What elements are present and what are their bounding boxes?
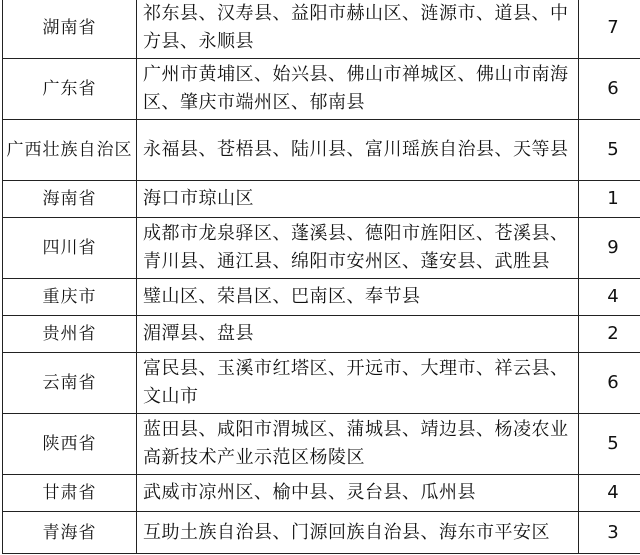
counties-cell: 祁东县、汉寿县、益阳市赫山区、涟源市、道县、中方县、永顺县 — [137, 0, 579, 59]
table-row — [3, 0, 640, 59]
province-cell: 广东省 — [3, 59, 137, 120]
counties-cell: 广州市黄埔区、始兴县、佛山市禅城区、佛山市南海区、肇庆市端州区、郁南县 — [137, 59, 579, 120]
count-cell: 2 — [579, 316, 640, 353]
table-row — [3, 181, 640, 218]
province-cell: 四川省 — [3, 218, 137, 279]
province-cell: 云南省 — [3, 353, 137, 414]
count-cell: 4 — [579, 475, 640, 512]
count-cell: 1 — [579, 181, 640, 218]
table-row — [3, 279, 640, 316]
county-table — [2, 0, 640, 554]
province-cell: 海南省 — [3, 181, 137, 218]
counties-cell: 湄潭县、盘县 — [137, 316, 579, 353]
count-cell: 7 — [579, 0, 640, 59]
table-row — [3, 316, 640, 353]
count-cell: 6 — [579, 59, 640, 120]
province-cell: 甘肃省 — [3, 475, 137, 512]
count-cell: 6 — [579, 353, 640, 414]
counties-cell: 互助土族自治县、门源回族自治县、海东市平安区 — [137, 512, 579, 554]
counties-cell: 蓝田县、咸阳市渭城区、蒲城县、靖边县、杨凌农业高新技术产业示范区杨陵区 — [137, 414, 579, 475]
counties-cell: 永福县、苍梧县、陆川县、富川瑶族自治县、天等县 — [137, 120, 579, 181]
counties-cell: 海口市琼山区 — [137, 181, 579, 218]
table-row — [3, 218, 640, 279]
table-row — [3, 414, 640, 475]
province-cell: 重庆市 — [3, 279, 137, 316]
province-cell: 陕西省 — [3, 414, 137, 475]
count-cell: 4 — [579, 279, 640, 316]
counties-cell: 武威市凉州区、榆中县、灵台县、瓜州县 — [137, 475, 579, 512]
table-row — [3, 512, 640, 554]
table-row — [3, 59, 640, 120]
province-cell: 湖南省 — [3, 0, 137, 59]
province-cell: 贵州省 — [3, 316, 137, 353]
counties-cell: 璧山区、荣昌区、巴南区、奉节县 — [137, 279, 579, 316]
province-cell: 青海省 — [3, 512, 137, 554]
counties-cell: 成都市龙泉驿区、蓬溪县、德阳市旌阳区、苍溪县、青川县、通江县、绵阳市安州区、蓬安县、武胜县 — [137, 218, 579, 279]
counties-cell: 富民县、玉溪市红塔区、开远市、大理市、祥云县、文山市 — [137, 353, 579, 414]
table-row — [3, 120, 640, 181]
count-cell: 5 — [579, 120, 640, 181]
count-cell: 5 — [579, 414, 640, 475]
table-row — [3, 475, 640, 512]
count-cell: 3 — [579, 512, 640, 554]
count-cell: 9 — [579, 218, 640, 279]
province-cell: 广西壮族自治区 — [3, 120, 137, 181]
table-row — [3, 353, 640, 414]
